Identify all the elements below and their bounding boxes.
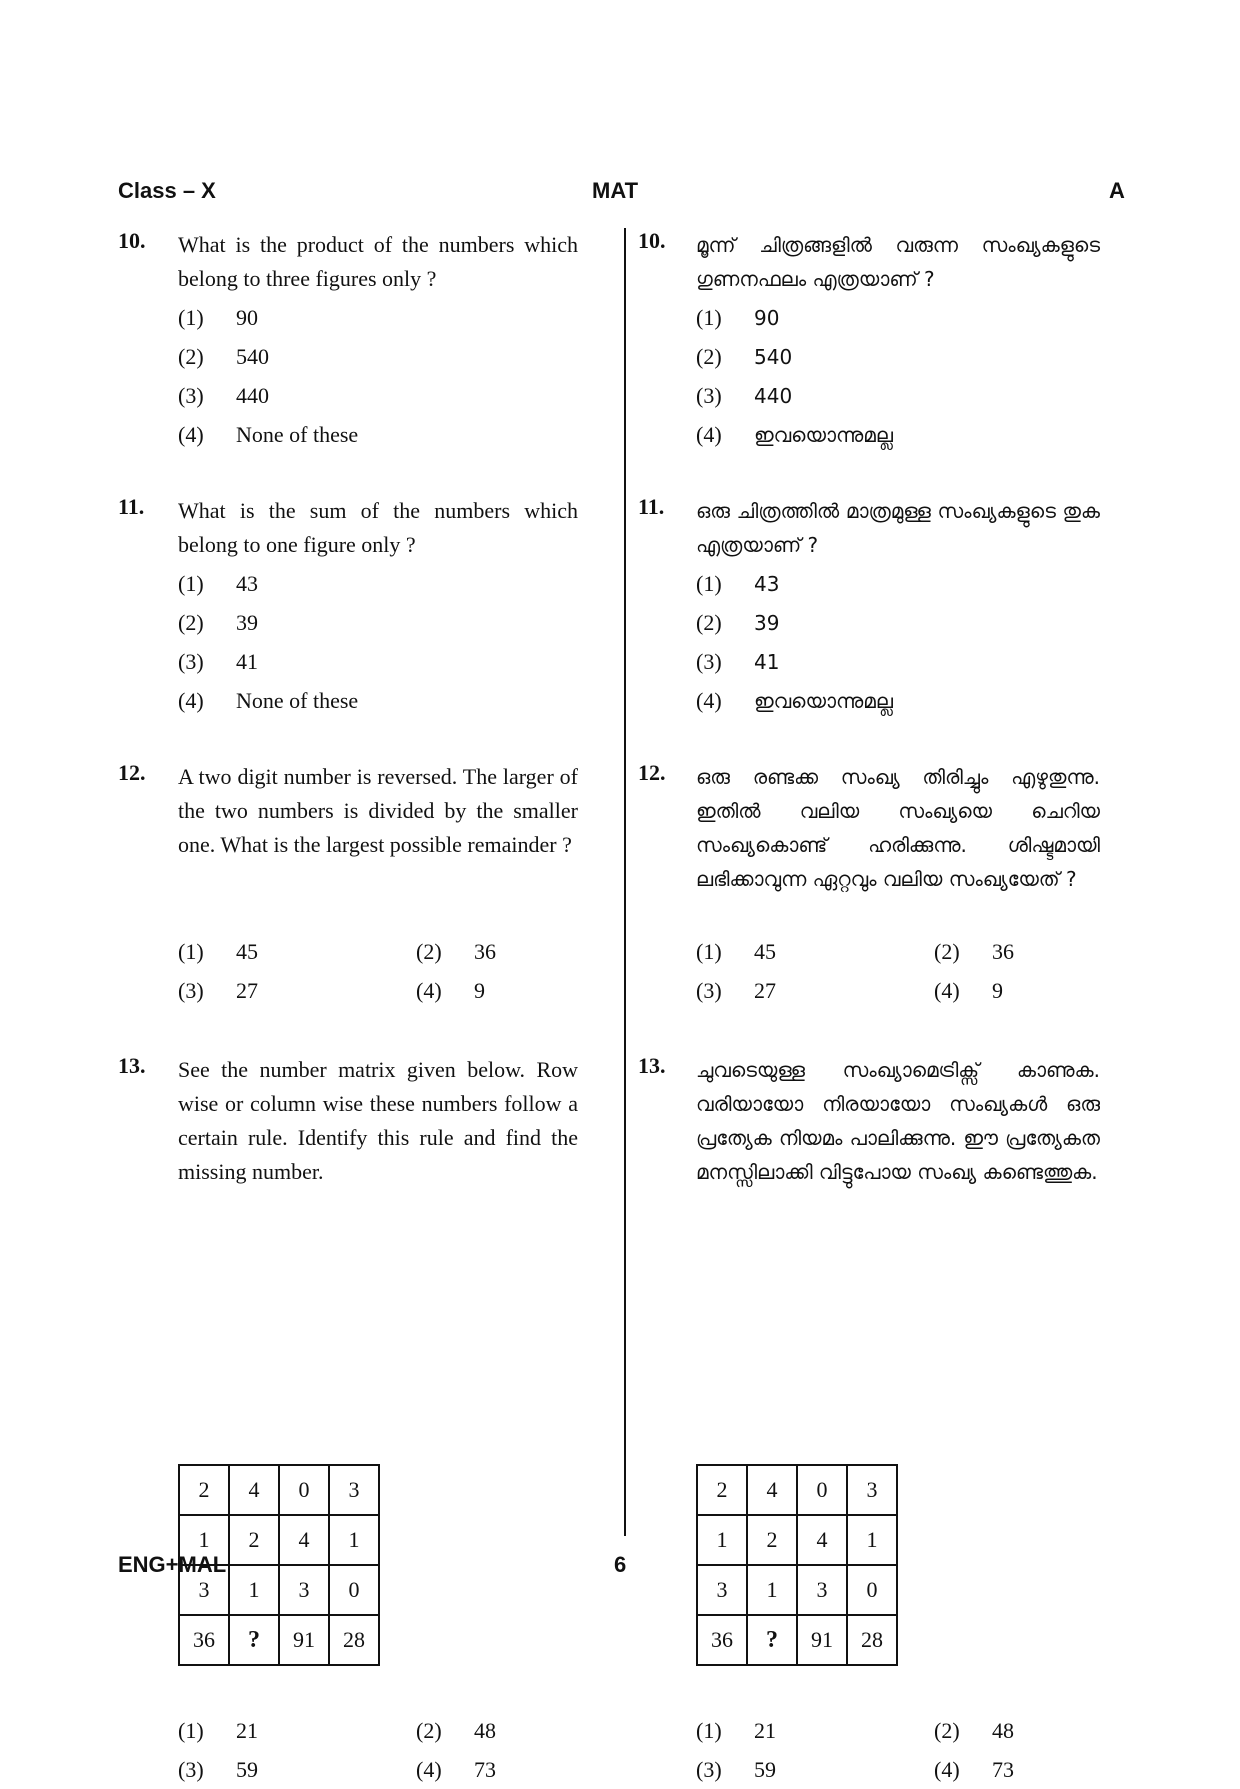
- question-text: A two digit number is reversed. The larger of the two numbers is divided by the smaller one. What is the largest possible remainder ?: [178, 764, 578, 857]
- matrix-cell: 1: [229, 1565, 279, 1615]
- matrix-cell: 0: [847, 1565, 897, 1615]
- question-text: See the number matrix given below. Row wise or column wise these numbers follow a certain rule. Identify this rule and find the missing number.: [178, 1057, 578, 1184]
- option-1: (1) 45: [696, 939, 776, 964]
- option-1: (1) 43: [178, 571, 258, 596]
- matrix-cell: 2: [747, 1515, 797, 1565]
- option-2: (2) 39: [178, 610, 258, 635]
- matrix-cell: 4: [797, 1515, 847, 1565]
- header-set: A: [1109, 178, 1125, 203]
- question-text: What is the product of the numbers which belong to three figures only ?: [178, 232, 578, 291]
- option-1: (1) 45: [178, 939, 258, 964]
- option-1: (1) 90: [696, 305, 780, 330]
- matrix-cell: 1: [847, 1515, 897, 1565]
- question-text: What is the sum of the numbers which belong to one figure only ?: [178, 498, 578, 557]
- matrix-cell: 1: [329, 1515, 379, 1565]
- question-text: ഒരു ചിത്രത്തിൽ മാത്രമുള്ള സംഖ്യകളുടെ തുക എത്രയാണ് ?: [696, 499, 1100, 557]
- matrix-cell: 3: [329, 1465, 379, 1515]
- question-number: 10.: [118, 228, 146, 253]
- matrix-cell: 91: [797, 1615, 847, 1665]
- option-4: (4) None of these: [178, 422, 359, 447]
- option-2: (2) 36: [416, 939, 496, 964]
- header-subject: MAT: [592, 178, 639, 203]
- matrix-cell: 2: [697, 1465, 747, 1515]
- option-4: (4) 73: [934, 1757, 1014, 1782]
- option-4: (4) None of these: [178, 688, 359, 713]
- matrix-cell: 2: [179, 1465, 229, 1515]
- option-1: (1) 43: [696, 571, 780, 596]
- header-class: Class – X: [118, 178, 216, 203]
- matrix-cell: 3: [179, 1565, 229, 1615]
- matrix-cell: 0: [279, 1465, 329, 1515]
- matrix-cell: 91: [279, 1615, 329, 1665]
- matrix-cell: 28: [847, 1615, 897, 1665]
- matrix-cell: 2: [229, 1515, 279, 1565]
- option-3: (3) 440: [178, 383, 269, 408]
- question-number: 13.: [638, 1053, 666, 1078]
- footer-language: ENG+MAL: [118, 1552, 227, 1577]
- option-2: (2) 36: [934, 939, 1014, 964]
- matrix-cell: 3: [847, 1465, 897, 1515]
- matrix-cell: 0: [329, 1565, 379, 1615]
- option-2: (2) 540: [696, 344, 793, 369]
- option-3: (3) 59: [178, 1757, 258, 1782]
- question-number: 12.: [638, 760, 666, 785]
- option-3: (3) 27: [696, 978, 776, 1003]
- matrix-cell: 3: [797, 1565, 847, 1615]
- matrix-cell: 4: [229, 1465, 279, 1515]
- option-4: (4) ഇവയൊന്നുമല്ല: [696, 688, 893, 713]
- matrix-cell-missing: ?: [747, 1615, 797, 1665]
- option-4: (4) 73: [416, 1757, 496, 1782]
- matrix-cell-missing: ?: [229, 1615, 279, 1665]
- matrix-cell: 4: [747, 1465, 797, 1515]
- number-matrix: [696, 1464, 898, 1666]
- option-2: (2) 48: [416, 1718, 496, 1743]
- matrix-cell: 3: [279, 1565, 329, 1615]
- option-3: (3) 41: [696, 649, 780, 674]
- option-3: (3) 27: [178, 978, 258, 1003]
- question-text: ചുവടെയുള്ള സംഖ്യാമെട്രിക്സ് കാണുക. വരിയായോ നിരയായോ സംഖ്യകൾ ഒരു പ്രത്യേക നിയമം പാലിക്കുന്നു. ഈ പ്രത്യേകത മനസ്സിലാക്കി വിട്ടുപോയ സംഖ്യ കണ്ടെത്തുക.: [696, 1058, 1100, 1184]
- option-3: (3) 41: [178, 649, 258, 674]
- matrix-cell: 36: [697, 1615, 747, 1665]
- option-1: (1) 21: [178, 1718, 258, 1743]
- matrix-cell: 36: [179, 1615, 229, 1665]
- question-text: ഒരു രണ്ടക്ക സംഖ്യ തിരിച്ചും എഴുതുന്നു. ഇതിൽ വലിയ സംഖ്യയെ ചെറിയ സംഖ്യകൊണ്ട് ഹരിക്കുന്നു. ശിഷ്ടമായി ലഭിക്കാവുന്ന ഏറ്റവും വലിയ സംഖ്യയേത് ?: [696, 765, 1100, 891]
- matrix-cell: 1: [179, 1515, 229, 1565]
- matrix-cell: 1: [697, 1515, 747, 1565]
- matrix-cell: 28: [329, 1615, 379, 1665]
- question-number: 13.: [118, 1053, 146, 1078]
- question-number: 11.: [638, 494, 665, 519]
- option-4: (4) 9: [416, 978, 485, 1003]
- option-2: (2) 48: [934, 1718, 1014, 1743]
- option-2: (2) 540: [178, 344, 269, 369]
- question-number: 10.: [638, 228, 666, 253]
- option-3: (3) 440: [696, 383, 793, 408]
- matrix-cell: 4: [279, 1515, 329, 1565]
- question-number: 11.: [118, 494, 145, 519]
- question-text: മൂന്ന് ചിത്രങ്ങളിൽ വരുന്ന സംഖ്യകളുടെ ഗുണനഫലം എത്രയാണ് ?: [696, 233, 1100, 291]
- option-4: (4) 9: [934, 978, 1003, 1003]
- option-1: (1) 90: [178, 305, 258, 330]
- question-number: 12.: [118, 760, 146, 785]
- matrix-cell: 1: [747, 1565, 797, 1615]
- column-divider: [624, 228, 626, 1536]
- matrix-cell: 3: [697, 1565, 747, 1615]
- option-3: (3) 59: [696, 1757, 776, 1782]
- matrix-cell: 0: [797, 1465, 847, 1515]
- option-2: (2) 39: [696, 610, 780, 635]
- page-number: 6: [614, 1552, 627, 1577]
- option-4: (4) ഇവയൊന്നുമല്ല: [696, 422, 893, 447]
- option-1: (1) 21: [696, 1718, 776, 1743]
